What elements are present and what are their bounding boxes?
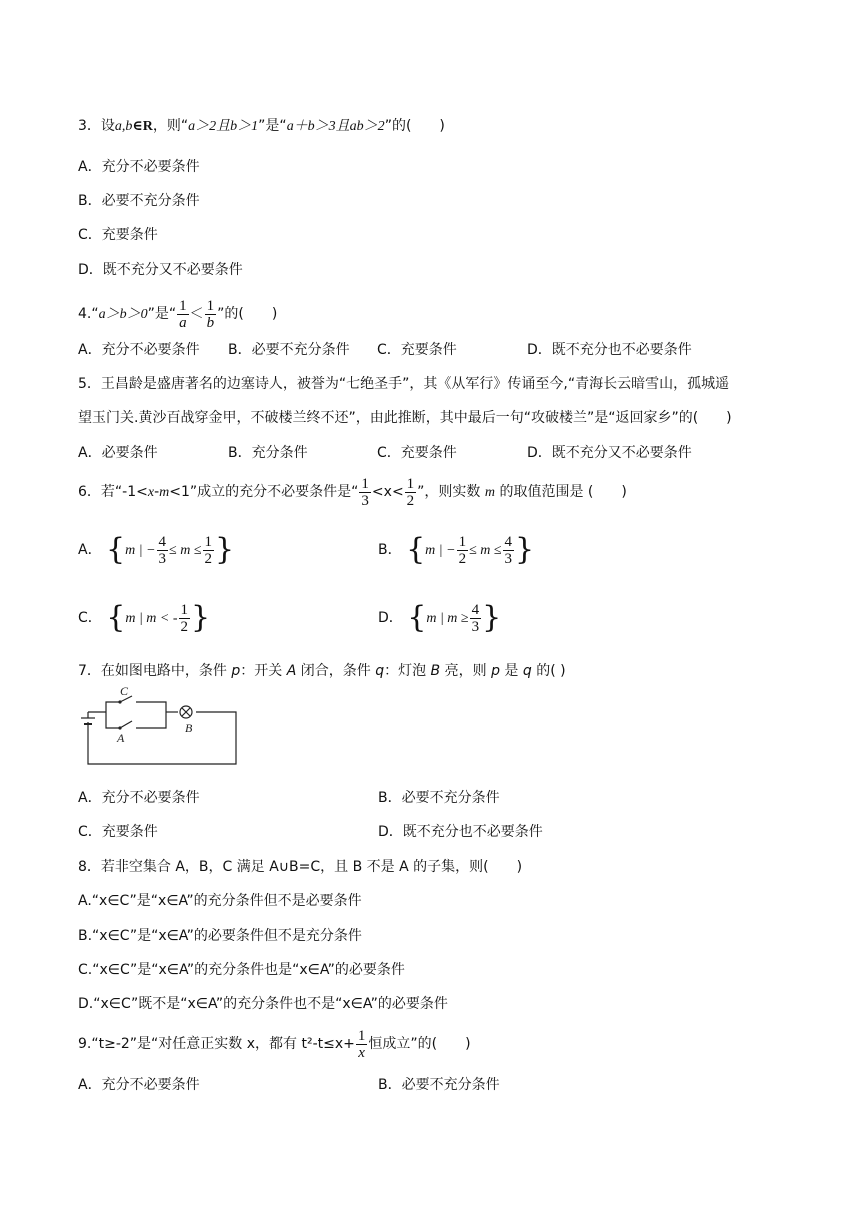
fraction: [203, 534, 215, 567]
q5-stem-line2: 望玉门关.黄沙百战穿金甲，不破楼兰终不还”，由此推断，其中最后一句“攻破楼兰”是“返回家乡”的( ): [78, 410, 732, 426]
q7-var-q: q: [375, 663, 385, 679]
left-brace: {: [106, 600, 126, 635]
denominator: 3: [471, 618, 480, 635]
q5-option-d: D．既不充分又不必要条件: [527, 445, 692, 461]
option-label: C．: [78, 610, 102, 626]
q7-var-p: p: [491, 663, 500, 679]
right-brace: }: [482, 600, 502, 635]
set-expr: m | −: [125, 543, 156, 558]
denominator: 2: [406, 492, 415, 509]
q6-text: <1”成立的充分不必要条件是“: [169, 484, 359, 500]
q7-stem: [78, 662, 566, 680]
q3-option-c: C．充要条件: [78, 227, 158, 243]
right-brace: }: [515, 532, 535, 567]
numerator: 1: [206, 297, 215, 314]
q6-text: 6．若“-1<: [78, 484, 148, 500]
option-label: A．: [78, 542, 102, 558]
q7-var-b: B: [430, 663, 441, 679]
q4-cond: a＞b＞0: [98, 307, 148, 322]
q7-text: ：灯泡: [384, 663, 427, 679]
q9-stem: [78, 1024, 471, 1064]
denominator: 3: [158, 550, 167, 567]
q6-option-d: [378, 598, 501, 639]
q6-text: ”，则实数: [417, 484, 481, 500]
q6-fraction-1: [359, 476, 371, 509]
q7-text: 7．在如图电路中，条件: [78, 663, 227, 679]
q4-text: ”的( ): [217, 306, 278, 322]
q5-stem-line1: 5．王昌龄是盛唐著名的边塞诗人，被誉为“七绝圣手”，其《从军行》传诵至今,“青海长云暗雪山，孤城遥: [78, 376, 730, 392]
fraction: [457, 534, 469, 567]
fraction: [179, 602, 191, 635]
q7-text: ：开关: [240, 663, 283, 679]
q7-text: 是: [504, 663, 519, 679]
right-brace: }: [215, 532, 235, 567]
q4-fraction-1: [177, 298, 189, 331]
q9-option-a: A．充分不必要条件: [78, 1077, 200, 1093]
denominator: 2: [458, 550, 467, 567]
q4-text: ”是“: [147, 306, 177, 322]
q8-option-c: C.“x∈C”是“x∈A”的充分条件也是“x∈A”的必要条件: [78, 962, 405, 978]
q6-text: 的取值范围是 ( ): [499, 484, 627, 500]
left-brace: {: [106, 532, 126, 567]
numerator: 1: [406, 475, 415, 492]
q6-var-m: m: [159, 485, 170, 500]
q4-option-b: B．必要不充分条件: [228, 342, 350, 358]
q3-text: ”的( ): [384, 118, 445, 134]
q9-fraction: [356, 1028, 368, 1061]
q4-option-d: D．既不充分也不必要条件: [527, 342, 692, 358]
q4-number: 4.: [78, 306, 92, 322]
circuit-label-b: B: [185, 721, 193, 735]
q6-stem: [78, 474, 627, 511]
fraction: [157, 534, 169, 567]
numerator: 1: [357, 1027, 366, 1044]
set-expr: m | −: [425, 543, 456, 558]
option-label: B．: [378, 542, 402, 558]
q8-stem: 8．若非空集合 A，B，C 满足 A∪B=C，且 B 不是 A 的子集，则( ): [78, 859, 523, 875]
denominator: 2: [204, 550, 213, 567]
numerator: 4: [158, 533, 167, 550]
q7-text: 的( ): [536, 663, 566, 679]
circuit-label-a: A: [117, 731, 125, 745]
q7-var-p: p: [231, 663, 241, 679]
q9-text: 9.“t≥-2”是“对任意正实数 x，都有 t²-t≤x+: [78, 1036, 355, 1052]
q3-text: ，则“: [152, 118, 189, 134]
right-brace: }: [191, 600, 211, 635]
q3-text: ”是“: [258, 118, 287, 134]
q6-var-x: x: [147, 485, 155, 500]
numerator: 1: [179, 297, 187, 314]
q3-var: a,b: [114, 119, 133, 134]
q3-cond1: a＞2且b＞1: [188, 119, 259, 134]
q3-option-b: B．必要不充分条件: [78, 193, 200, 209]
q8-option-d: D.“x∈C”既不是“x∈A”的充分条件也不是“x∈A”的必要条件: [78, 996, 448, 1012]
denominator: 2: [180, 618, 189, 635]
set-expr: m | m < -: [125, 611, 178, 626]
q3-number: 3．: [78, 118, 101, 134]
numerator: 1: [180, 601, 189, 618]
q7-option-b: B．必要不充分条件: [378, 790, 500, 806]
numerator: 1: [458, 533, 467, 550]
denominator: b: [206, 314, 215, 331]
q3-stem: [78, 117, 445, 136]
q9-text: 恒成立”的( ): [368, 1036, 471, 1052]
circuit-diagram: [80, 684, 240, 772]
q4-text: “: [91, 306, 99, 322]
q3-cond2: a＋b＞3且ab＞2: [286, 119, 385, 134]
numerator: 4: [471, 601, 480, 618]
q9-option-b: B．必要不充分条件: [378, 1077, 500, 1093]
q4-option-c: C．充要条件: [377, 342, 457, 358]
q7-text: 亮，则: [444, 663, 487, 679]
q7-option-a: A．充分不必要条件: [78, 790, 200, 806]
numerator: 1: [361, 475, 369, 492]
q6-option-c: [78, 598, 210, 639]
denominator: 3: [504, 550, 513, 567]
circuit-label-c: C: [120, 684, 129, 698]
q8-option-a: A.“x∈C”是“x∈A”的充分条件但不是必要条件: [78, 893, 362, 909]
q6-text: <x<: [371, 484, 404, 500]
left-brace: {: [406, 532, 426, 567]
q7-option-c: C．充要条件: [78, 824, 158, 840]
q4-option-a: A．充分不必要条件: [78, 342, 200, 358]
denominator: 3: [361, 492, 369, 509]
option-label: D．: [378, 610, 403, 626]
q6-var-m: m: [484, 485, 496, 500]
q7-option-d: D．既不充分也不必要条件: [378, 824, 543, 840]
q5-option-c: C．充要条件: [377, 445, 457, 461]
q3-option-a: A．充分不必要条件: [78, 159, 200, 175]
set-expr: ≤ m ≤: [469, 543, 502, 558]
numerator: 4: [504, 533, 513, 550]
q4-less-than: ＜: [189, 307, 204, 322]
q6-text: -: [154, 484, 160, 500]
q3-text: 设: [100, 118, 115, 134]
q5-option-a: A．必要条件: [78, 445, 158, 461]
q8-option-b: B.“x∈C”是“x∈A”的必要条件但不是充分条件: [78, 928, 362, 944]
q7-var-q: q: [522, 663, 532, 679]
q5-option-b: B．充分条件: [228, 445, 308, 461]
q7-text: 闭合，条件: [300, 663, 371, 679]
q4-fraction-2: [205, 298, 217, 331]
q6-fraction-2: [405, 476, 417, 509]
denominator: a: [179, 314, 187, 331]
left-brace: {: [407, 600, 427, 635]
set-expr: ≤ m ≤: [169, 543, 202, 558]
q4-stem: [78, 296, 277, 333]
fraction: [470, 602, 482, 635]
numerator: 1: [204, 533, 213, 550]
denominator: x: [358, 1044, 365, 1061]
q3-option-d: D．既不充分又不必要条件: [78, 262, 243, 278]
q6-option-b: [378, 530, 534, 571]
q3-set-r: ∈R: [132, 119, 153, 134]
q7-var-a: A: [286, 663, 297, 679]
q6-option-a: [78, 530, 234, 571]
fraction: [503, 534, 515, 567]
set-expr: m | m ≥: [426, 611, 469, 626]
